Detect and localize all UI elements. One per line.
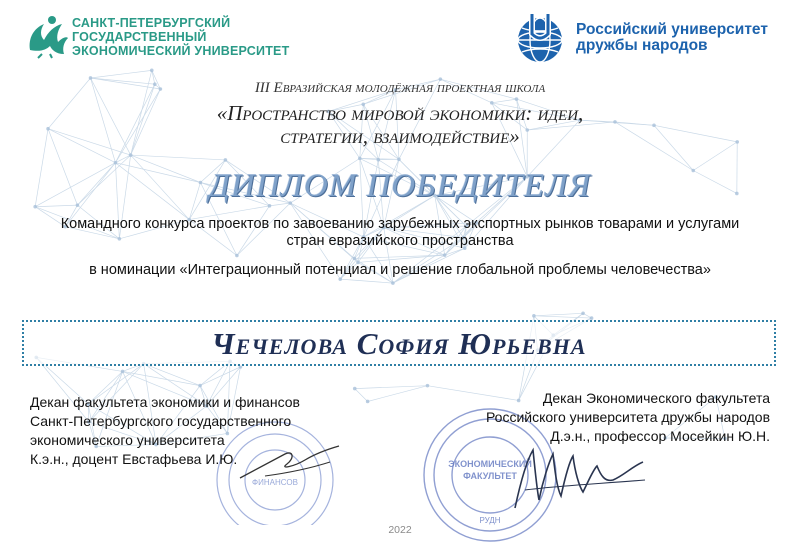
griffin-icon bbox=[22, 10, 72, 60]
signatory-left-line-3: экономического университета bbox=[30, 432, 225, 448]
signature-right bbox=[505, 440, 655, 515]
contest-description bbox=[40, 216, 760, 250]
project-title-line-2: стратегии, взаимодействие» bbox=[280, 124, 520, 148]
stamp-right-line-1: ЭКОНОМИЧЕСКИЙ bbox=[448, 459, 532, 469]
signatory-right-line-3: Д.э.н., профессор Мосейкин Ю.Н. bbox=[550, 428, 770, 444]
spbu-name-line-1: САНКТ-ПЕТЕРБУРГСКИЙ bbox=[72, 16, 231, 30]
signature-left bbox=[235, 440, 345, 485]
contest-line-2: стран евразийского пространства bbox=[286, 233, 514, 249]
spbu-logo bbox=[22, 10, 322, 66]
signatory-right-line-2: Российского университета дружбы народов bbox=[485, 409, 770, 425]
project-title bbox=[150, 102, 650, 148]
signatory-left-line-2: Санкт-Петербургского государственного bbox=[30, 413, 292, 429]
signatory-right-line-1: Декан Экономического факультета bbox=[542, 390, 770, 406]
recipient-name-frame bbox=[22, 320, 776, 366]
stamp-right-line-3: РУДН bbox=[479, 516, 501, 525]
rudn-name-line-2: дружбы народов bbox=[576, 37, 708, 54]
globe-icon bbox=[512, 10, 570, 64]
school-line: III Евразийская молодёжная проектная школа bbox=[254, 80, 546, 96]
signatory-right bbox=[440, 389, 770, 446]
spbu-name-line-3: ЭКОНОМИЧЕСКИЙ УНИВЕРСИТЕТ bbox=[72, 44, 290, 58]
signatory-left-line-4: К.э.н., доцент Евстафьева И.Ю. bbox=[30, 451, 238, 467]
nomination: в номинации «Интеграционный потенциал и решение глобальной проблемы человечества» bbox=[89, 262, 711, 278]
spbu-name-line-2: ГОСУДАРСТВЕННЫЙ bbox=[72, 30, 207, 44]
stamp-right-line-2: ФАКУЛЬТЕТ bbox=[463, 471, 517, 481]
signatory-left-line-1: Декан факультета экономики и финансов bbox=[30, 394, 300, 410]
recipient-name: Чечелова София Юрьевна bbox=[211, 326, 587, 361]
contest-line-1: Командного конкурса проектов по завоеванию зарубежных экспортных рынков товарами и услугами bbox=[60, 216, 740, 232]
project-title-line-1: «Пространство мировой экономики: идеи, bbox=[216, 101, 584, 125]
rudn-name-line-1: Российский университет bbox=[576, 21, 768, 38]
stamp-left-text: ФИНАНСОВ bbox=[252, 478, 298, 487]
diploma-title: ДИПЛОМ ПОБЕДИТЕЛЯ bbox=[208, 168, 592, 204]
year: 2022 bbox=[388, 524, 412, 536]
rudn-logo bbox=[512, 10, 792, 66]
